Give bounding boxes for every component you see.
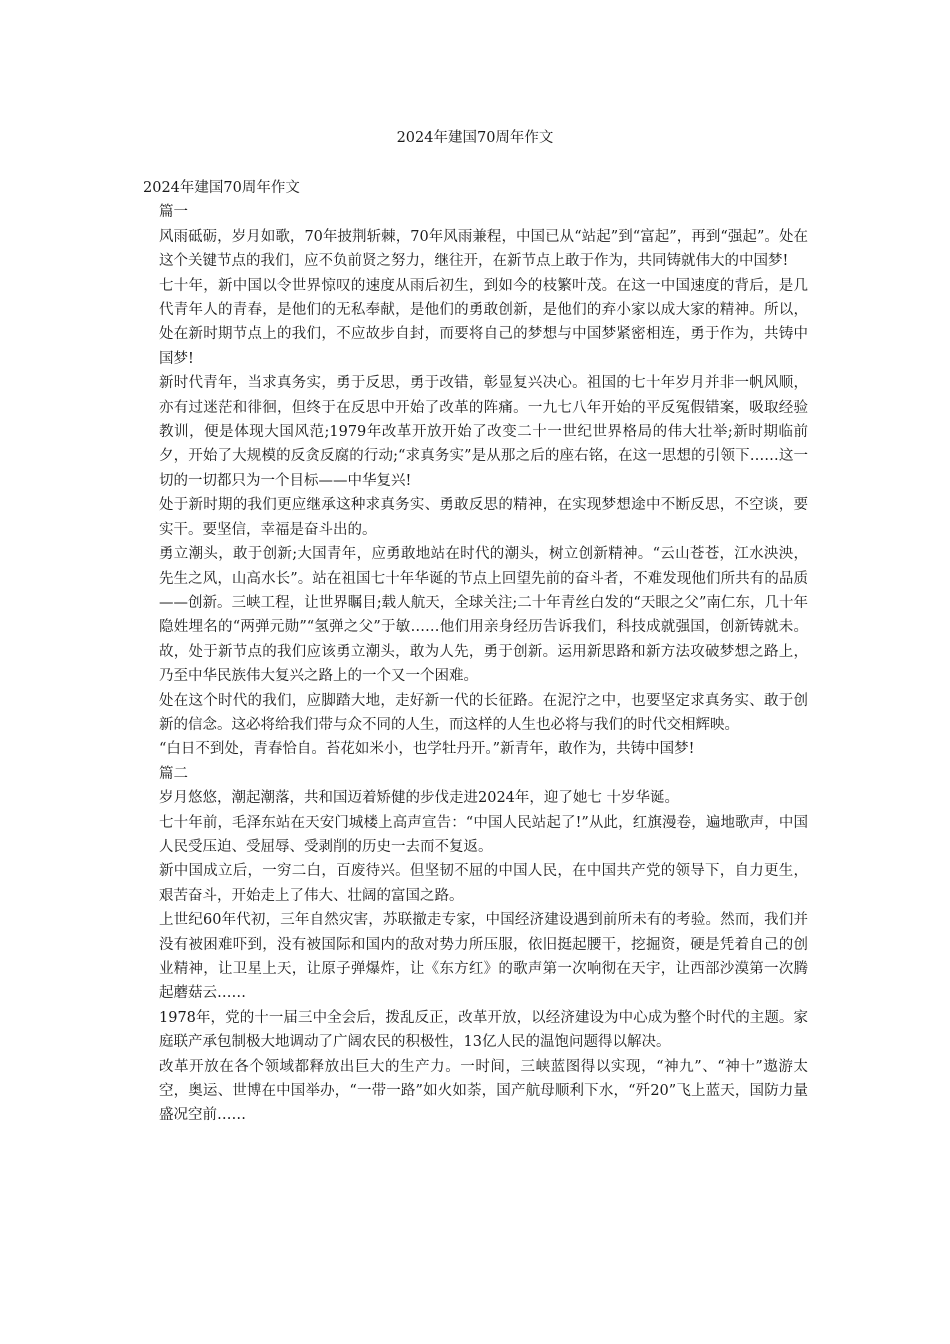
section-heading-1: 篇一 xyxy=(159,204,188,221)
section-heading-2: 篇二 xyxy=(159,765,188,782)
paragraph: 七十年前，毛泽东站在天安门城楼上高声宣告：“中国人民站起了!”从此，红旗漫卷，遍地歌声，中国人民受压迫、受屈辱、受剥削的历史一去而不复返。 xyxy=(159,814,808,855)
paragraph: 1978年，党的十一届三中全会后，拨乱反正，改革开放，以经济建设为中心成为整个时代的主题。家庭联产承包制极大地调动了广阔农民的积极性，13亿人民的温饱问题得以解决。 xyxy=(159,1009,808,1051)
document-subtitle: 2024年建国70周年作文 xyxy=(143,180,300,196)
paragraph: 岁月悠悠，潮起潮落，共和国迈着矫健的步伐走进2024年，迎了她七 十岁华诞。 xyxy=(159,790,680,807)
paragraph: 处于新时期的我们更应继承这种求真务实、勇敢反思的精神，在实现梦想途中不断反思，不空谈，要实干。要坚信，幸福是奋斗出的。 xyxy=(159,497,808,538)
paragraph: 新中国成立后，一穷二白，百废待兴。但坚韧不屈的中国人民，在中国共产党的领导下，自力更生，艰苦奋斗，开始走上了伟大、壮阔的富国之路。 xyxy=(159,863,808,904)
paragraph: 勇立潮头，敢于创新;大国青年，应勇敢地站在时代的潮头，树立创新精神。“云山苍苍，江水泱泱，先生之风，山高水长”。站在祖国七十年华诞的节点上回望先前的奋斗者，不难发现他们所共有的品质——创新。三峡工程，让世界瞩目;载人航天，全球关注;二十年青丝白发的“天眼之父”南仁东，几十年隐姓埋名的“两弹元勋”“氢弹之父”于敏……他们用亲身经历告诉我们，科技成就强国，创新铸就未。故，处于新节点的我们应该勇立潮头，敢为人先，勇于创新。运用新思路和新方法攻破梦想之路上，乃至中华民族伟大复兴之路上的一个又一个困难。 xyxy=(159,546,808,685)
paragraph: 上世纪60年代初，三年自然灾害，苏联撤走专家，中国经济建设遇到前所未有的考验。然而，我们并没有被困难吓到，没有被国际和国内的敌对势力所压服，依旧挺起腰干，挖掘资，硬是凭着自己的创业精神，让卫星上天，让原子弹爆炸，让《东方红》的歌声第一次响彻在天宇，让西部沙漠第一次腾起蘑菇云…… xyxy=(159,912,808,1002)
paragraph: 处在这个时代的我们，应脚踏大地，走好新一代的长征路。在泥泞之中，也要坚定求真务实、敢于创新的信念。这必将给我们带与众不同的人生，而这样的人生也必将与我们的时代交相辉映。 xyxy=(159,692,808,733)
paragraph: 七十年，新中国以令世界惊叹的速度从雨后初生，到如今的枝繁叶茂。在这一中国速度的背后，是几代青年人的青春，是他们的无私奉献，是他们的勇敢创新，是他们的弃小家以成大家的精神。所以，处在新时期节点上的我们，不应故步自封，而要将自己的梦想与中国梦紧密相连，勇于作为，共铸中国梦! xyxy=(159,277,808,367)
paragraph: 改革开放在各个领域都释放出巨大的生产力。一时间，三峡蓝图得以实现，“神九”、“神十”遨游太空，奥运、世博在中国举办，“一带一路”如火如荼，国产航母顺利下水，“歼20”飞上蓝天，国防力量盛况空前…… xyxy=(159,1058,808,1124)
paragraph: “白日不到处，青春恰自。苔花如米小，也学牡丹开。”新青年，敢作为，共铸中国梦! xyxy=(159,741,695,758)
paragraph: 风雨砥砺，岁月如歌，70年披荆斩棘，70年风雨兼程，中国已从“站起”到“富起”，再到“强起”。处在这个关键节点的我们，应不负前贤之努力，继往开，在新节点上敢于作为，共同铸就伟大的中国梦! xyxy=(159,228,808,270)
document-title: 2024年建国70周年作文 xyxy=(396,130,554,146)
paragraph: 新时代青年，当求真务实，勇于反思，勇于改错，彰显复兴决心。祖国的七十年岁月并非一帆风顺，亦有过迷茫和徘徊，但终于在反思中开始了改革的阵痛。一九七八年开始的平反冤假错案，吸取经验教训，便是体现大国风范;1979年改革开放开始了改变二十一世纪世界格局的伟大壮举;新时期临前夕，开始了大规模的反贪反腐的行动;“求真务实”是从那之后的座右铭，在这一思想的引领下……这一切的一切都只为一个目标——中华复兴! xyxy=(159,375,808,489)
document-body xyxy=(143,176,808,1128)
